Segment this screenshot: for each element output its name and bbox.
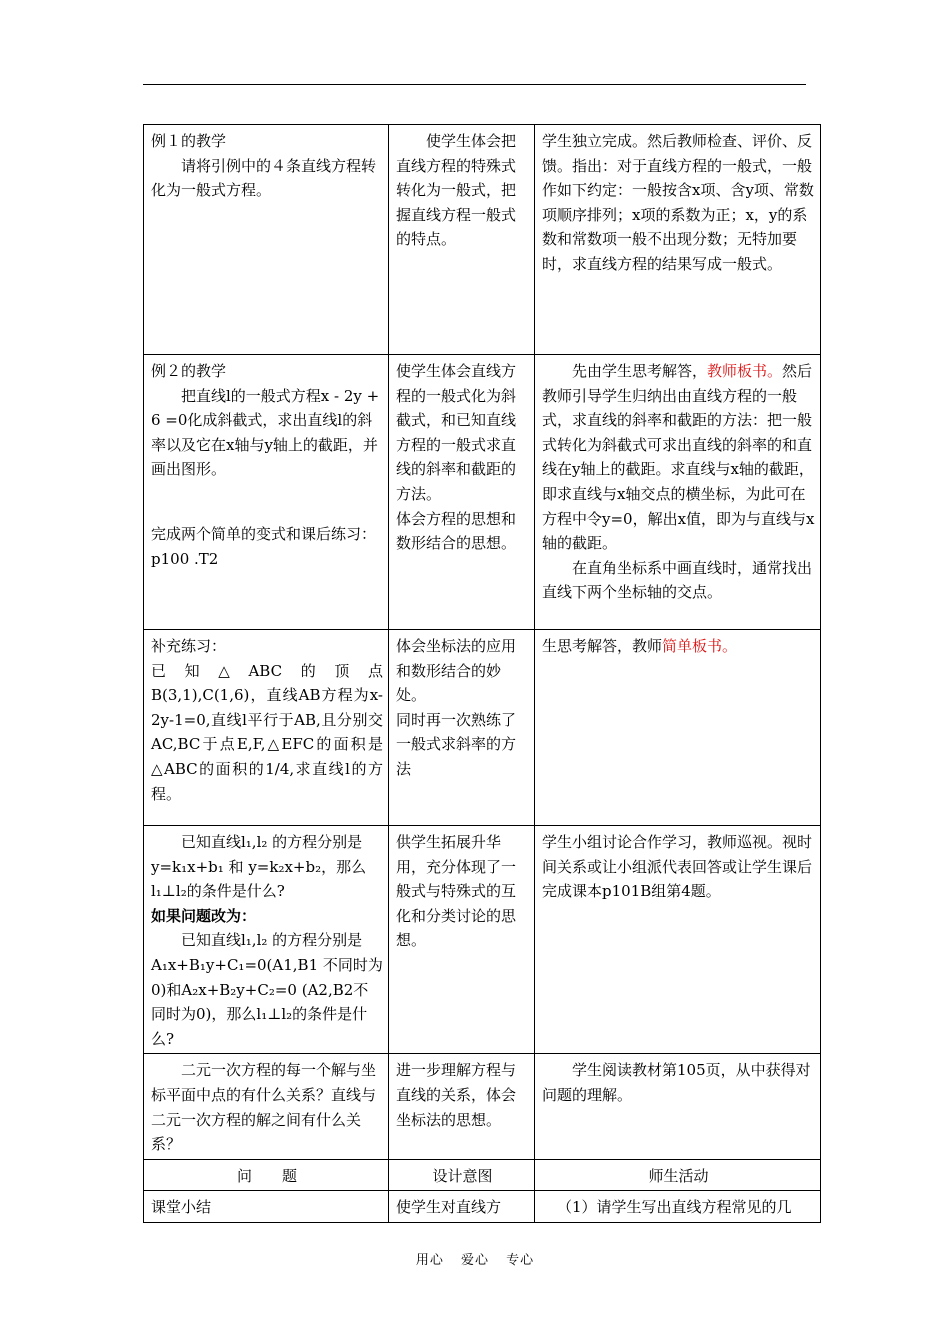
footer-text: 爱心: [460, 1253, 489, 1268]
cell-text: 请将引例中的４条直线方程转化为一般式方程。: [151, 156, 377, 200]
intent-cell: 使学生对直线方: [389, 1191, 535, 1223]
footer-text: 用心: [415, 1253, 444, 1268]
cell-text: 先由学生思考解答，教师板书。然后教师引导学生归纳出由直线方程的一般式，求直线的斜率和截距的方法：把一般式转化为斜截式可求出直线的斜率的和直线在y轴上的截距。求直线与x轴的截距，即求直线与x轴交点的横坐标，为此可在方程中令y=0，解出x值，即为与直线与x轴的截距。: [542, 362, 815, 553]
red-emphasis: 简单板书。: [662, 637, 738, 655]
footer-text: 专心: [506, 1253, 535, 1268]
cell-text: 使学生体会直线方程的一般式化为斜截式，和已知直线方程的一般式求直线的斜率和截距的方法。: [396, 362, 517, 503]
table-row: [144, 355, 821, 630]
cell-text: 学生独立完成。然后教师检查、评价、反馈。指出：对于直线方程的一般式，一般作如下约定：一般按含x项、含y项、常数项顺序排列；x项的系数为正；x，y的系数和常数项一般不出现分数；无特加要时，求直线方程的结果写成一般式。: [542, 132, 814, 273]
lesson-table: [143, 124, 821, 1223]
cell-title: 例１的教学: [151, 132, 227, 150]
cell-text: 学生小组讨论合作学习，教师巡视。视时间关系或让小组派代表回答或让学生课后完成课本p101B组第4题。: [542, 833, 813, 901]
cell-text: 使学生体会把直线方程的特殊式转化为一般式，把握直线方程一般式的特点。: [396, 132, 517, 249]
question-cell: [144, 826, 389, 1054]
question-cell: [144, 630, 389, 826]
cell-text: 体会坐标法的应用和数形结合的妙处。: [396, 637, 517, 705]
intent-cell: [389, 630, 535, 826]
activity-cell: [535, 1054, 821, 1159]
red-emphasis: 教师板书。: [707, 362, 783, 380]
table-row: [144, 125, 821, 355]
cell-text: 已知直线l₁,l₂ 的方程分别是 y=k₁x+b₁ 和 y=k₂x+b₂，那么l₁⊥l₂的条件是什么?: [151, 833, 367, 901]
question-cell: 课堂小结: [144, 1191, 389, 1223]
table-row: [144, 826, 821, 1054]
cell-text: 把直线l的一般式方程x - 2y + 6 =0化成斜截式，求出直线l的斜率以及它在x轴与y轴上的截距，并画出图形。: [151, 386, 380, 479]
activity-cell: [535, 630, 821, 826]
activity-cell: （1）请学生写出直线方程常见的几: [535, 1191, 821, 1223]
cell-text: 进一步理解方程与直线的关系，体会坐标法的思想。: [396, 1061, 517, 1129]
question-cell: [144, 1054, 389, 1159]
question-cell: [144, 355, 389, 630]
intent-cell: [389, 1054, 535, 1159]
cell-text: 生思考解答，教师简单板书。: [542, 637, 738, 655]
cell-title: 补充练习：: [151, 637, 227, 655]
cell-text: 在直角坐标系中画直线时，通常找出直线下两个坐标轴的交点。: [542, 558, 813, 602]
cell-text: 已知直线l₁,l₂ 的方程分别是 A₁x+B₁y+C₁=0(A1,B1 不同时为0)和A₂x+B₂y+C₂=0 (A2,B2不同时为0)，那么l₁⊥l₂的条件是什么?: [151, 931, 383, 1048]
header-activity: 师生活动: [535, 1159, 821, 1191]
intent-cell: [389, 826, 535, 1054]
cell-text: 学生阅读教材第105页，从中获得对问题的理解。: [542, 1061, 811, 1104]
cell-text: 二元一次方程的每一个解与坐标平面中点的有什么关系？直线与二元一次方程的解之间有什么关系？: [151, 1061, 377, 1154]
cell-subtitle: 如果问题改为：: [151, 906, 257, 925]
table-row: [144, 630, 821, 826]
cell-text: 已知△ABC的顶点B(3,1),C(1,6)，直线AB方程为x-2y-1=0,直线l平行于AB,且分别交AC,BC于点E,F,△EFC的面积是△ABC的面积的1/4,求直线l的方程。: [151, 661, 383, 803]
cell-text: 体会方程的思想和数形结合的思想。: [396, 509, 517, 553]
cell-text: 完成两个简单的变式和课后练习：p100 .T2: [151, 524, 377, 568]
page-footer: [0, 1249, 950, 1268]
activity-cell: [535, 355, 821, 630]
activity-cell: [535, 125, 821, 355]
cell-text: 供学生拓展升华用，充分体现了一般式与特殊式的互化和分类讨论的思想。: [396, 833, 517, 950]
header-intent: 设计意图: [389, 1159, 535, 1191]
header-question: 问 题: [144, 1159, 389, 1191]
table-header-row: [144, 1159, 821, 1191]
table-row: [144, 1191, 821, 1223]
question-cell: [144, 125, 389, 355]
table-row: [144, 1054, 821, 1159]
intent-cell: [389, 355, 535, 630]
activity-cell: [535, 826, 821, 1054]
cell-title: 例２的教学: [151, 362, 227, 380]
header-rule: [143, 84, 806, 85]
intent-cell: [389, 125, 535, 355]
cell-text: 同时再一次熟练了一般式求斜率的方法: [396, 710, 517, 778]
